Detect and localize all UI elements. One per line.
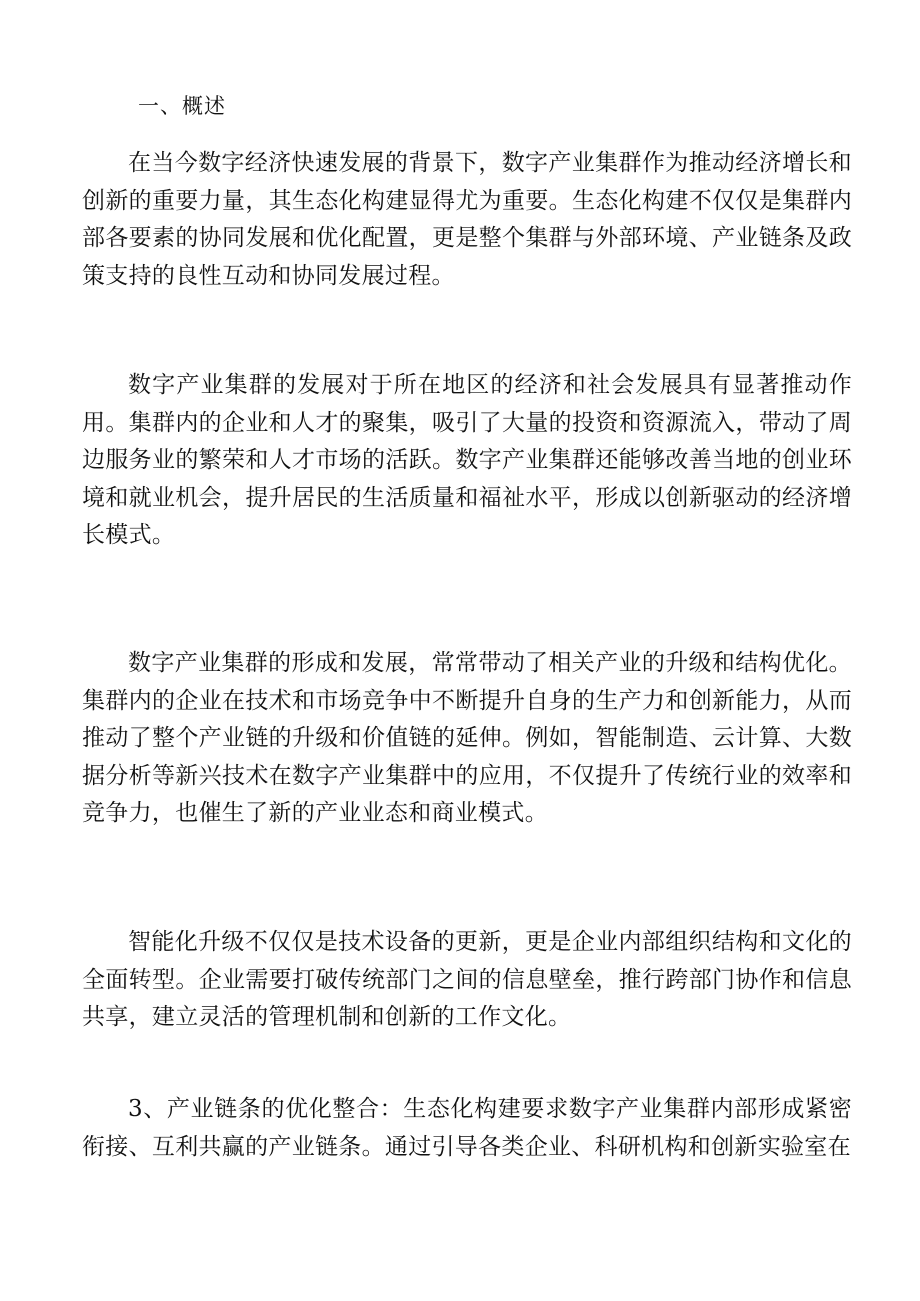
paragraph-industry-chain: 3、产业链条的优化整合：生态化构建要求数字产业集群内部形成紧密衔接、互利共赢的产业链条。通过引导各类企业、科研机构和创新实验室在 xyxy=(82,1096,852,1160)
paragraph-regional-impact: 数字产业集群的发展对于所在地区的经济和社会发展具有显著推动作用。集群内的企业和人才的聚集，吸引了大量的投资和资源流入，带动了周边服务业的繁荣和人才市场的活跃。数字产业集群还能够改善当地的创业环境和就业机会，提升居民的生活质量和福祉水平，形成以创新驱动的经济增长模式。 xyxy=(82,372,852,548)
paragraph-industry-upgrade: 数字产业集群的形成和发展，常常带动了相关产业的升级和结构优化。集群内的企业在技术和市场竞争中不断提升自身的生产力和创新能力，从而推动了整个产业链的升级和价值链的延伸。例如，智能制造、云计算、大数据分析等新兴技术在数字产业集群中的应用，不仅提升了传统行业的效率和竞争力，也催生了新的产业业态和商业模式。 xyxy=(82,650,852,826)
paragraph-intelligent-upgrade: 智能化升级不仅仅是技术设备的更新，更是企业内部组织结构和文化的全面转型。企业需要打破传统部门之间的信息壁垒，推行跨部门协作和信息共享，建立灵活的管理机制和创新的工作文化。 xyxy=(82,929,852,1030)
section-heading: 一、概述 xyxy=(138,94,226,118)
paragraph-overview: 在当今数字经济快速发展的背景下，数字产业集群作为推动经济增长和创新的重要力量，其生态化构建显得尤为重要。生态化构建不仅仅是集群内部各要素的协同发展和优化配置，更是整个集群与外部环境、产业链条及政策支持的良性互动和协同发展过程。 xyxy=(82,150,852,289)
